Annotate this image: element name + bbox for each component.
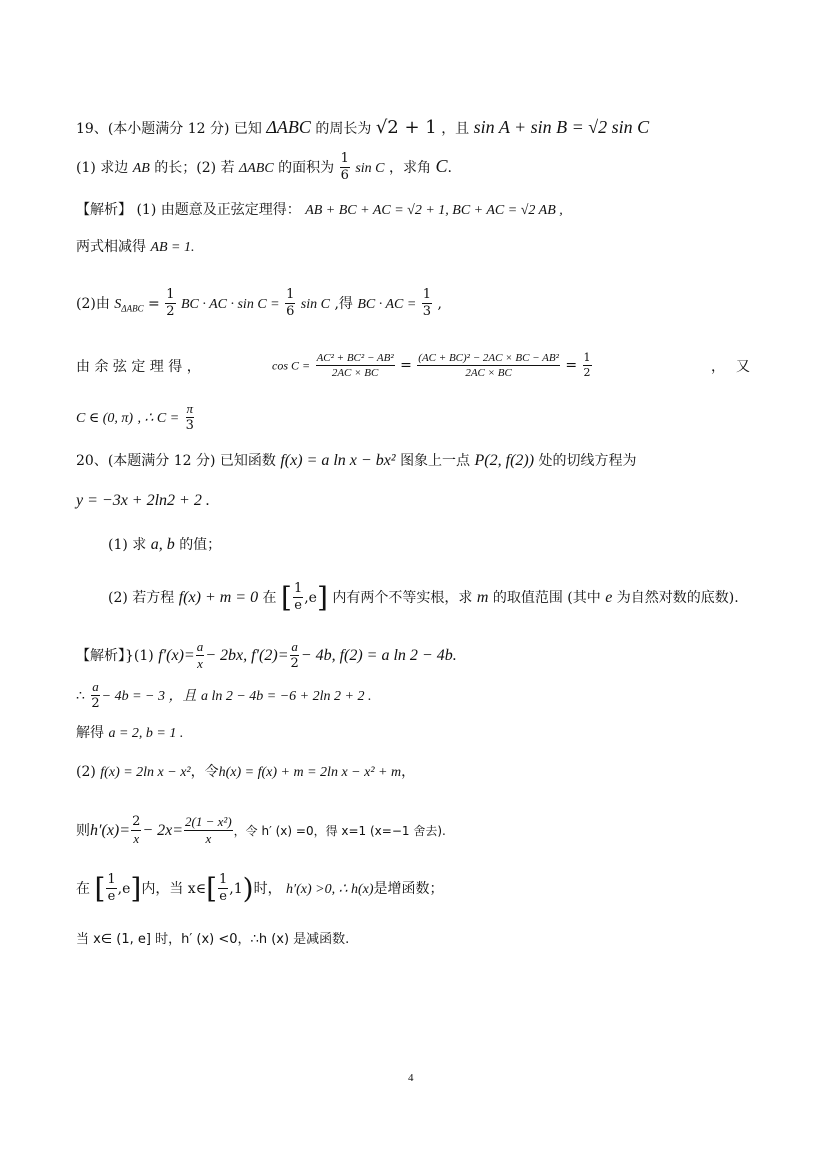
problem-20-q1: (1) 求 a, b 的值； <box>108 536 222 553</box>
analysis-tag: 【解析】 <box>76 202 132 218</box>
perimeter-value: √2 + 1 <box>375 117 437 138</box>
page-number: 4 <box>408 1072 414 1084</box>
question-1b: 的长；(2) 若 <box>154 159 235 176</box>
area-fraction: $\frac{1}{6}$ <box>340 151 349 184</box>
point-p: P(2, f(2)) <box>474 452 535 469</box>
c-interval: C ∈ (0, π) <box>76 410 134 426</box>
by-text: (2)由 <box>76 295 110 312</box>
frac-half: $\frac{1}{2}$ <box>166 287 175 320</box>
question-2b: ，求角 <box>388 159 431 176</box>
side-ab: AB <box>132 160 150 176</box>
analysis-tag-2: 【解析】 <box>76 647 125 664</box>
question-1: (1) 求边 <box>76 159 129 176</box>
frac-third: $\frac{1}{3}$ <box>422 287 432 320</box>
get-text: ,得 <box>334 295 353 312</box>
tangent-line: y = −3x + 2ln2 + 2 . <box>76 492 210 509</box>
ab-equals-1: AB = 1. <box>150 240 195 255</box>
solution-20-line-3: 解得 a = 2, b = 1 . <box>76 725 184 741</box>
solution-20-line-6: 在 [ $\frac{1}{e}$ ,e]内，当 x∈[ $\frac{1}{e}$ ,1)时， h′(x) >0, ∴ h(x)是增函数； <box>76 871 444 905</box>
solution-19-line-3: (2)由 $S_{\Delta ABC}$ = $\frac{1}{2}$ BC · AC · sin C = $\frac{1}{6}$ sin C ,得 BC · AC = $\frac{1}{3}$ , <box>76 287 442 320</box>
area-text: 的面积为 <box>278 159 335 176</box>
function-f: f(x) = a ln x − bx² <box>280 452 396 469</box>
subtract-text: 两式相减得 <box>76 239 146 255</box>
area-formula: BC · AC · sin C = <box>180 296 280 312</box>
area-sin-c: sin C <box>355 160 385 176</box>
sine-condition: sin A + sin B = √2 sin C <box>473 117 650 137</box>
triangle-abc-2: ΔABC <box>239 160 274 176</box>
problem-20-heading: 20、(本题满分 12 分) 已知函数 <box>76 453 276 469</box>
problem-19-line-2: (1) 求边 AB 的长；(2) 若 ΔABC 的面积为 $\frac{1}{6}$ sin C ，求角 C. <box>76 151 452 184</box>
solution-20-line-4: (2) f(x) = 2ln x − x²，令h(x) = f(x) + m = 2ln x − x² + m， <box>76 764 416 780</box>
product-result: BC · AC = <box>357 296 417 312</box>
frac-sixth: $\frac{1}{6}$ <box>286 287 295 320</box>
solution-20-line-1: 【解析】}(1) f′(x)= $\frac{a}{x}$ − 2bx, f′(2)= $\frac{a}{2}$ − 4b, f(2) = a ln 2 − 4b. <box>76 639 457 672</box>
problem-19-line-1 <box>76 118 649 137</box>
cosine-expression: cos C = $\frac{\text{AC² + BC² − AB²}}{2AC \times BC}$ = $\frac{\text{(AC + BC)² − 2AC × BC − AB²}}{2AC \times BC}$ = $\frac{1}{2}$ <box>272 351 591 380</box>
problem-19-heading: 19、(本小题满分 12 分) 已知 <box>76 121 262 137</box>
problem-20-line-1: 20、(本题满分 12 分) 已知函数 f(x) = a ln x − bx² 图象上一点 P(2, f(2)) 处的切线方程为 <box>76 452 637 469</box>
problem-20-q2: (2) 若方程 f(x) + m = 0 在 [ $\frac{1}{e}$ ,e] 内有两个不等实根，求 m 的取值范围 (其中 e 为自然对数的底数). <box>108 580 739 614</box>
solution-19-line-2 <box>76 240 195 255</box>
solution-19-step-1: (1) 由题意及正弦定理得： <box>136 202 301 218</box>
also-text: 又 <box>736 359 750 375</box>
angle-c: C <box>435 155 448 176</box>
solution-19-eq-1: AB + BC + AC = √2 + 1, BC + AC = √2 AB , <box>305 203 563 218</box>
perimeter-text: 的周长为 <box>315 121 372 137</box>
solution-20-line-7: 当 x∈ (1, e] 时，h′ (x) <0，∴h (x) 是减函数. <box>76 932 350 947</box>
triangle-abc: ΔABC <box>266 117 311 137</box>
solution-19-line-1 <box>76 203 563 218</box>
solution-20-line-2: ∴ $\frac{a}{2}$ − 4b = − 3 ，且 a ln 2 − 4b = −6 + 2ln 2 + 2 . <box>76 679 372 712</box>
and-text: ，且 <box>441 121 470 137</box>
area-subscript: ΔABC <box>121 303 144 314</box>
solution-20-line-5: 则h′(x)= $\frac{2}{x}$ − 2x= $\frac{\text{2(1 − x²)}}{x}$ ，令 h′ (x) =0，得 x=1 (x=−1 舍去). <box>76 814 446 847</box>
area-s: S <box>114 296 122 312</box>
cosine-law-text: 由 余 弦 定 理 得 ， <box>76 359 201 375</box>
solution-19-line-5: C ∈ (0, π) , ∴ C = $\frac{\pi}{3}$ <box>76 401 194 434</box>
